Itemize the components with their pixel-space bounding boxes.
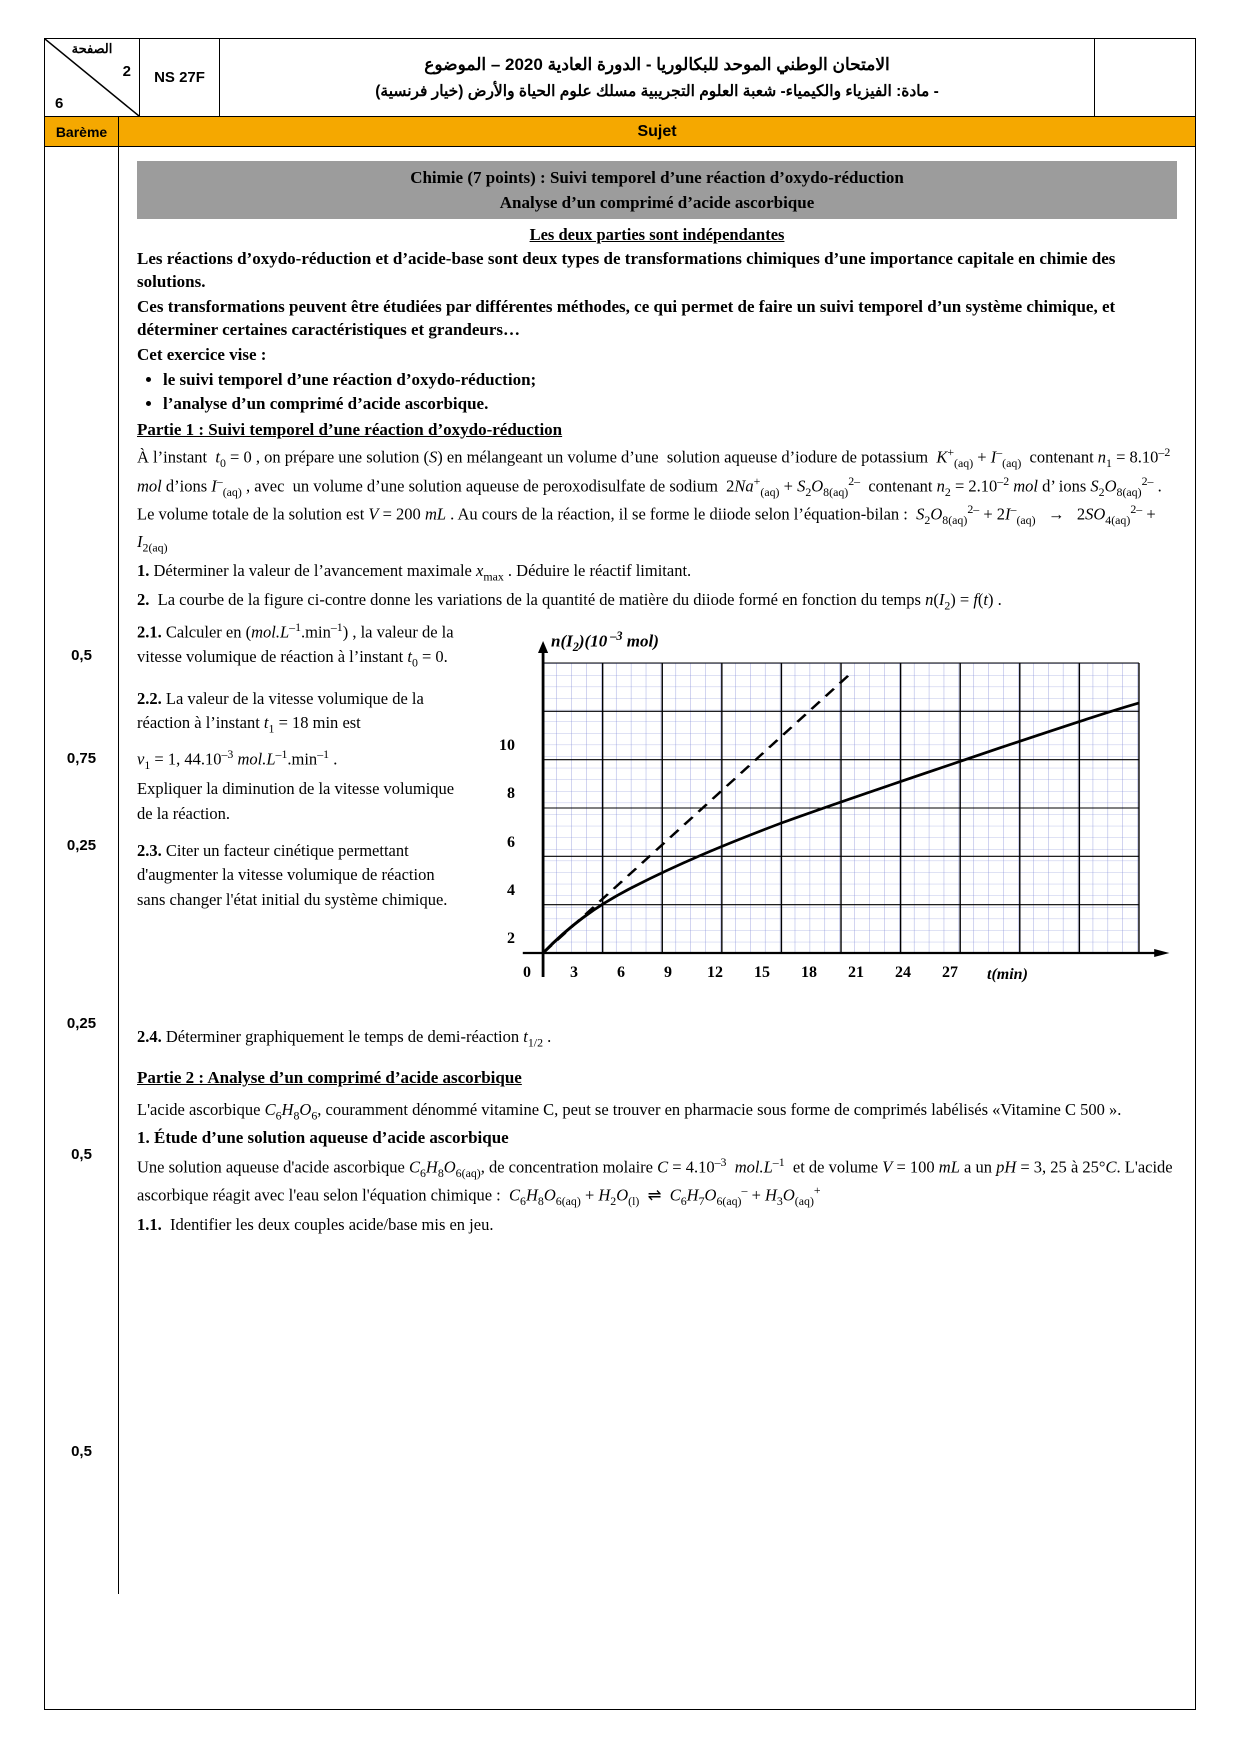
x-axis-label: t(min) — [987, 966, 1028, 984]
part2-p3-d: . L'acide ascorbique réagit avec l'eau selon l'équation chimique : — [137, 1157, 1173, 1205]
intro-paragraph-2: Ces transformations peuvent être étudiées par différentes méthodes, ce qui permet de faire un suivi temporel d’un système chimique, et déterminer certaines caractéristiques et grandeurs… — [137, 297, 1116, 339]
x-tick-15: 15 — [754, 964, 770, 982]
objective-item-2: • l’analyse d’un comprimé d’acide ascorbique. — [163, 392, 1177, 416]
question-2-2: 2.2. La valeur de la vitesse volumique de la réaction à l’instant $t_1 = 18$ min est — [137, 688, 424, 736]
exercise-title-line2: Analyse d’un comprimé d’acide ascorbique — [499, 192, 815, 212]
x-tick-3: 3 — [570, 964, 578, 982]
x-tick-21: 21 — [848, 964, 864, 982]
bareme-column — [45, 147, 119, 1594]
bareme-value-1: 0,5 — [71, 647, 92, 664]
question-2-2-value: $v_1 = 1$, $44.10^{-3}$ $mol.L^{-1}.\min^{-1}$ . — [137, 747, 338, 773]
sujet-header: Sujet — [119, 117, 1195, 146]
y-tick-4: 4 — [507, 882, 515, 900]
bareme-value-3: 0,25 — [66, 837, 97, 854]
exam-title-block — [220, 39, 1095, 116]
question-2-1: 2.1. Calculer en $(mol.L^{-1}.\min^{-1})$ , la valeur de la vitesse volumique de réaction à l’instant $t_0 = 0$. — [137, 620, 454, 670]
bareme-header: Barème — [45, 117, 119, 146]
part2-paragraph-2: Une solution aqueuse d'acide ascorbique $C_6H_8O_{6(aq)}$, de concentration molaire $C = 4.10^{-3}$ $mol.L^{-1}$ et de volume V = 100 mL a un pH = 3, 25 à 25°C. L'acide ascorbique réagit avec l'eau selon l'équation chimique : $C_6H_8O_{6(aq)} + H_2O_{(l)}$ ⇌ $C_6H_7O_{6(aq)}^- + H_3O_{(aq)}^+$ — [137, 1154, 1173, 1209]
header-blank-box — [1095, 39, 1195, 116]
question-2-3-text: Citer un facteur cinétique permettant d'augmenter la vitesse volumique de réaction sans changer l'état initial du système chimique. — [137, 840, 448, 910]
question-2-1-text: Calculer en — [165, 622, 242, 642]
page-number-box — [45, 39, 140, 116]
x-tick-9: 9 — [664, 964, 672, 982]
figure-graph — [467, 617, 1177, 1017]
part2-p3-a: et de volume — [792, 1157, 879, 1177]
question-2-2-text: La valeur de la vitesse volumique de la réaction à l’instant — [137, 688, 424, 733]
x-tick-18: 18 — [801, 964, 817, 982]
x-tick-0: 0 — [523, 964, 531, 982]
y-tick-8: 8 — [507, 785, 515, 803]
question-1-text-end: . Déduire le réactif limitant. — [507, 561, 692, 580]
part2-subheading-1: 1. Étude d’une solution aqueuse d’acide ascorbique — [137, 1128, 509, 1148]
part2-heading-label: Partie 2 : — [137, 1068, 205, 1088]
x-tick-27: 27 — [942, 964, 958, 982]
question-2-2-text2: est — [342, 713, 361, 733]
exam-title-line2: - مادة: الفيزياء والكيمياء- شعبة العلوم التجريبية مسلك علوم الحياة والأرض (خيار فرنسية) — [375, 82, 939, 100]
part2-p2-a: Une solution aqueuse d'acide ascorbique — [137, 1157, 405, 1177]
question-2-3: 2.3. Citer un facteur cinétique permettant d'augmenter la vitesse volumique de réaction sans changer l'état initial du système chimique. — [137, 840, 448, 910]
figure-and-questions — [137, 617, 1177, 1017]
part2-heading-rest: Analyse d’un comprimé d’acide ascorbique — [204, 1068, 522, 1088]
intro-paragraph-1: Les réactions d’oxydo-réduction et d’acide-base sont deux types de transformations chimiques d’une importance capitale en chimie des solutions. — [137, 249, 1116, 291]
question-2-text: La courbe de la figure ci-contre donne les variations de la quantité de matière du diiode formé en fonction du temps — [157, 590, 921, 610]
question-1-text: Déterminer la valeur de l’avancement maximale — [153, 561, 472, 580]
sheet-header — [45, 39, 1195, 117]
column-headers — [45, 117, 1195, 147]
part2-paragraph-1: L'acide ascorbique $C_6H_8O_6$, couramment dénommé vitamine C, peut se trouver en pharmacie sous forme de comprimés labélisés «Vitamine C 500 ». — [137, 1100, 1122, 1123]
y-axis-label: $n(I_2)(10$ $^{-3}$ mol) — [551, 629, 659, 655]
exercise-title-box — [137, 161, 1177, 219]
part2-p2-b: , de concentration molaire — [480, 1157, 653, 1177]
chart-svg — [467, 617, 1177, 1017]
question-2-4-text: Déterminer graphiquement le temps de demi-réaction — [165, 1027, 520, 1047]
independent-parts-note: Les deux parties sont indépendantes — [529, 225, 785, 245]
question-1-1-text: Identifier les deux couples acide/base mis en jeu. — [170, 1215, 494, 1235]
x-tick-6: 6 — [617, 964, 625, 982]
sheet-body — [45, 147, 1195, 1594]
graph-canvas — [467, 617, 1177, 1017]
part2-heading — [137, 1068, 1177, 1088]
intro-paragraph-3: Cet exercice vise : — [137, 345, 267, 365]
page-label: الصفحة — [71, 41, 113, 56]
question-2-2-text3: Expliquer la diminution de la vitesse volumique de la réaction. — [137, 779, 455, 823]
exam-sheet — [44, 38, 1196, 1710]
part2-p1-a: L'acide ascorbique — [137, 1100, 261, 1120]
bareme-value-4: 0,25 — [66, 1015, 97, 1032]
subject-column — [119, 147, 1195, 1594]
question-2-4: 2.4. Déterminer graphiquement le temps de demi-réaction $t_{1/2}$ . — [137, 1027, 552, 1050]
questions-left-column — [137, 617, 467, 913]
part2-p3-b: a un — [964, 1157, 992, 1177]
objectives-list — [137, 368, 1177, 416]
bareme-value-6: 0,5 — [71, 1443, 92, 1460]
page-number: 2 — [122, 63, 131, 80]
question-1-1: 1.1. Identifier les deux couples acide/base mis en jeu. — [137, 1215, 494, 1235]
bareme-value-5: 0,5 — [71, 1146, 92, 1163]
question-2-1-text2: la valeur de la vitesse volumique de réaction à l’instant — [137, 622, 454, 667]
y-tick-6: 6 — [507, 834, 515, 852]
y-tick-2: 2 — [507, 930, 515, 948]
exam-code: NS 27F — [140, 39, 220, 116]
part2-p3-c: à — [1070, 1157, 1079, 1177]
part1-heading-rest: Suivi temporel d’une réaction d’oxydo-réduction — [204, 420, 563, 440]
question-2: 2. La courbe de la figure ci-contre donne les variations de la quantité de matière du diiode formé en fonction du temps $n(I_2) = f(t)$ . — [137, 590, 1002, 613]
x-tick-24: 24 — [895, 964, 911, 982]
objective-item-1: • le suivi temporel d’une réaction d’oxydo-réduction; — [163, 368, 1177, 392]
part2-p1-b: , couramment dénommé vitamine C, peut se trouver en pharmacie sous forme de comprimés labélisés «Vitamine C 500 ». — [317, 1100, 1122, 1120]
exercise-title-line1: Chimie (7 points) : Suivi temporel d’une réaction d’oxydo-réduction — [410, 168, 904, 187]
page-total: 6 — [55, 95, 64, 112]
part1-heading-label: Partie 1 : — [137, 420, 205, 440]
question-1: 1. Déterminer la valeur de l’avancement maximale $x_{max}$ . Déduire le réactif limitant. — [137, 561, 692, 584]
part1-statement: À l’instant $t_0 = 0$ , on prépare une solution (S) en mélangeant un volume d’une solution aqueuse d’iodure de potassium $K^+_{(aq)} + I^-_{(aq)}$ contenant $n_1 = 8.10^{-2}$ mol d’ions $I^-_{(aq)}$ , avec un volume d’une solution aqueuse de peroxodisulfate de sodium $2Na^+_{(aq)} + S_2O_{8(aq)}^{2-}$ contenant $n_2 = 2.10^{-2}$ mol d’ ions $S_2O_{8(aq)}^{2-}$ . Le volume totale de la solution est V = 200 mL . Au cours de la réaction, il se forme le diiode selon l’équation-bilan : $S_2O_{8(aq)}^{2-} + 2I^-_{(aq)} \to 2SO_{4(aq)}^{2-} + I_{2(aq)}$ — [137, 445, 1171, 555]
part1-heading — [137, 420, 1177, 440]
x-tick-12: 12 — [707, 964, 723, 982]
exam-title-line1: الامتحان الوطني الموحد للبكالوريا - الدورة العادية 2020 – الموضوع — [424, 54, 890, 74]
y-tick-10: 10 — [499, 737, 515, 755]
bareme-value-2: 0,75 — [66, 750, 97, 767]
